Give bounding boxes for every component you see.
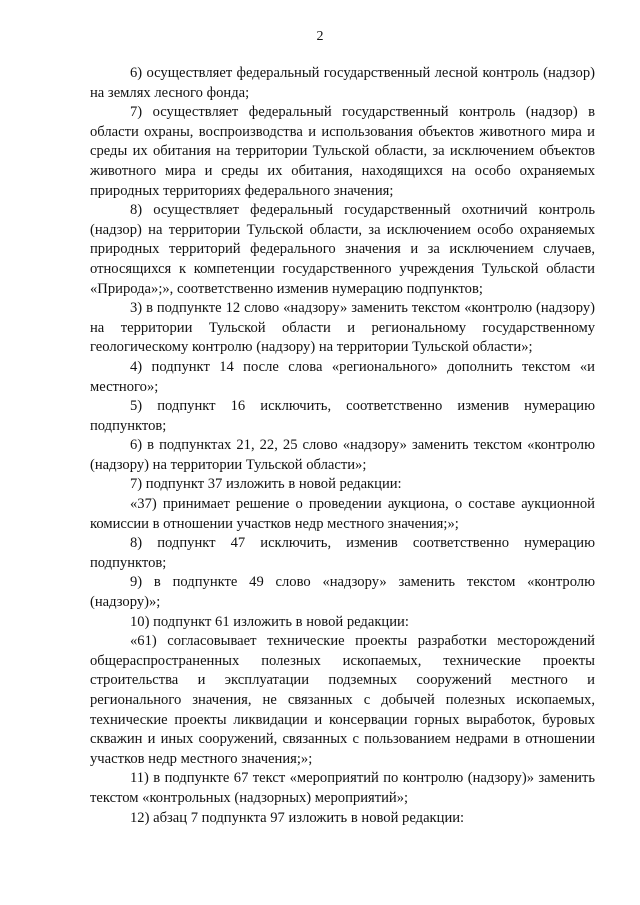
paragraph-subitem-37-text: «37) принимает решение о проведении аукциона, о составе аукционной комиссии в отношении участков недр местного значения;»; <box>90 496 595 532</box>
paragraph-amendment-9: 9) в подпункте 49 слово «надзору» заменить текстом «контролю (надзору)»; <box>90 574 595 611</box>
paragraph-amendment-5: 5) подпункт 16 исключить, соответственно изменив нумерацию подпунктов; <box>90 398 595 434</box>
paragraph-subitem-61-text: «61) согласовывает технические проекты разработки месторождений общераспространенных полезных ископаемых, технические проекты строительства и эксплуатации подземных сооружений местного и регионального значения, не связанных с добычей полезных ископаемых, технические проекты ликвидации и консервации горных выработок, буровых скважин и иных сооружений, связанных с пользованием недрами в отношении участков недр местного значения;»; <box>90 633 595 767</box>
paragraph-subitem-6-forest-control: 6) осуществляет федеральный государственный лесной контроль (надзор) на землях лесного фонда; <box>90 65 595 101</box>
paragraph-amendment-4: 4) подпункт 14 после слова «регионального» дополнить текстом «и местного»; <box>90 358 595 395</box>
paragraph-amendment-3: 3) в подпункте 12 слово «надзору» заменить текстом «контролю (надзору) на территории Тульской области и региональному государственному геологическому контролю (надзору) на территории Тульской области»; <box>90 300 595 356</box>
document-body <box>90 64 595 828</box>
paragraph-amendment-7: 7) подпункт 37 изложить в новой редакции: <box>130 476 402 493</box>
page-number: 2 <box>316 29 324 44</box>
paragraph-amendment-12: 12) абзац 7 подпункта 97 изложить в новой редакции: <box>130 809 465 826</box>
paragraph-amendment-11: 11) в подпункте 67 текст «мероприятий по контролю (надзору)» заменить текстом «контрольных (надзорных) мероприятий»; <box>90 770 595 806</box>
paragraph-amendment-8: 8) подпункт 47 исключить, изменив соответственно нумерацию подпунктов; <box>90 535 595 571</box>
paragraph-amendment-6: 6) в подпунктах 21, 22, 25 слово «надзору» заменить текстом «контролю (надзору) на территории Тульской области»; <box>90 437 595 473</box>
paragraph-amendment-10: 10) подпункт 61 изложить в новой редакции: <box>130 613 409 630</box>
paragraph-subitem-7-wildlife-control: 7) осуществляет федеральный государственный контроль (надзор) в области охраны, воспроизводства и использования объектов животного мира и среды их обитания на территории Тульской области, за исключением объектов животного мира и среды их обитания, находящихся на особо охраняемых природных территориях федерального значения; <box>90 104 595 199</box>
paragraph-subitem-8-hunting-control: 8) осуществляет федеральный государственный охотничий контроль (надзор) на территории Тульской области, за исключением особо охраняемых природных территорий федерального значения и за исключением случаев, относящихся к компетенции государственного учреждения Тульской области «Природа»;», соответственно изменив нумерацию подпунктов; <box>90 202 595 297</box>
